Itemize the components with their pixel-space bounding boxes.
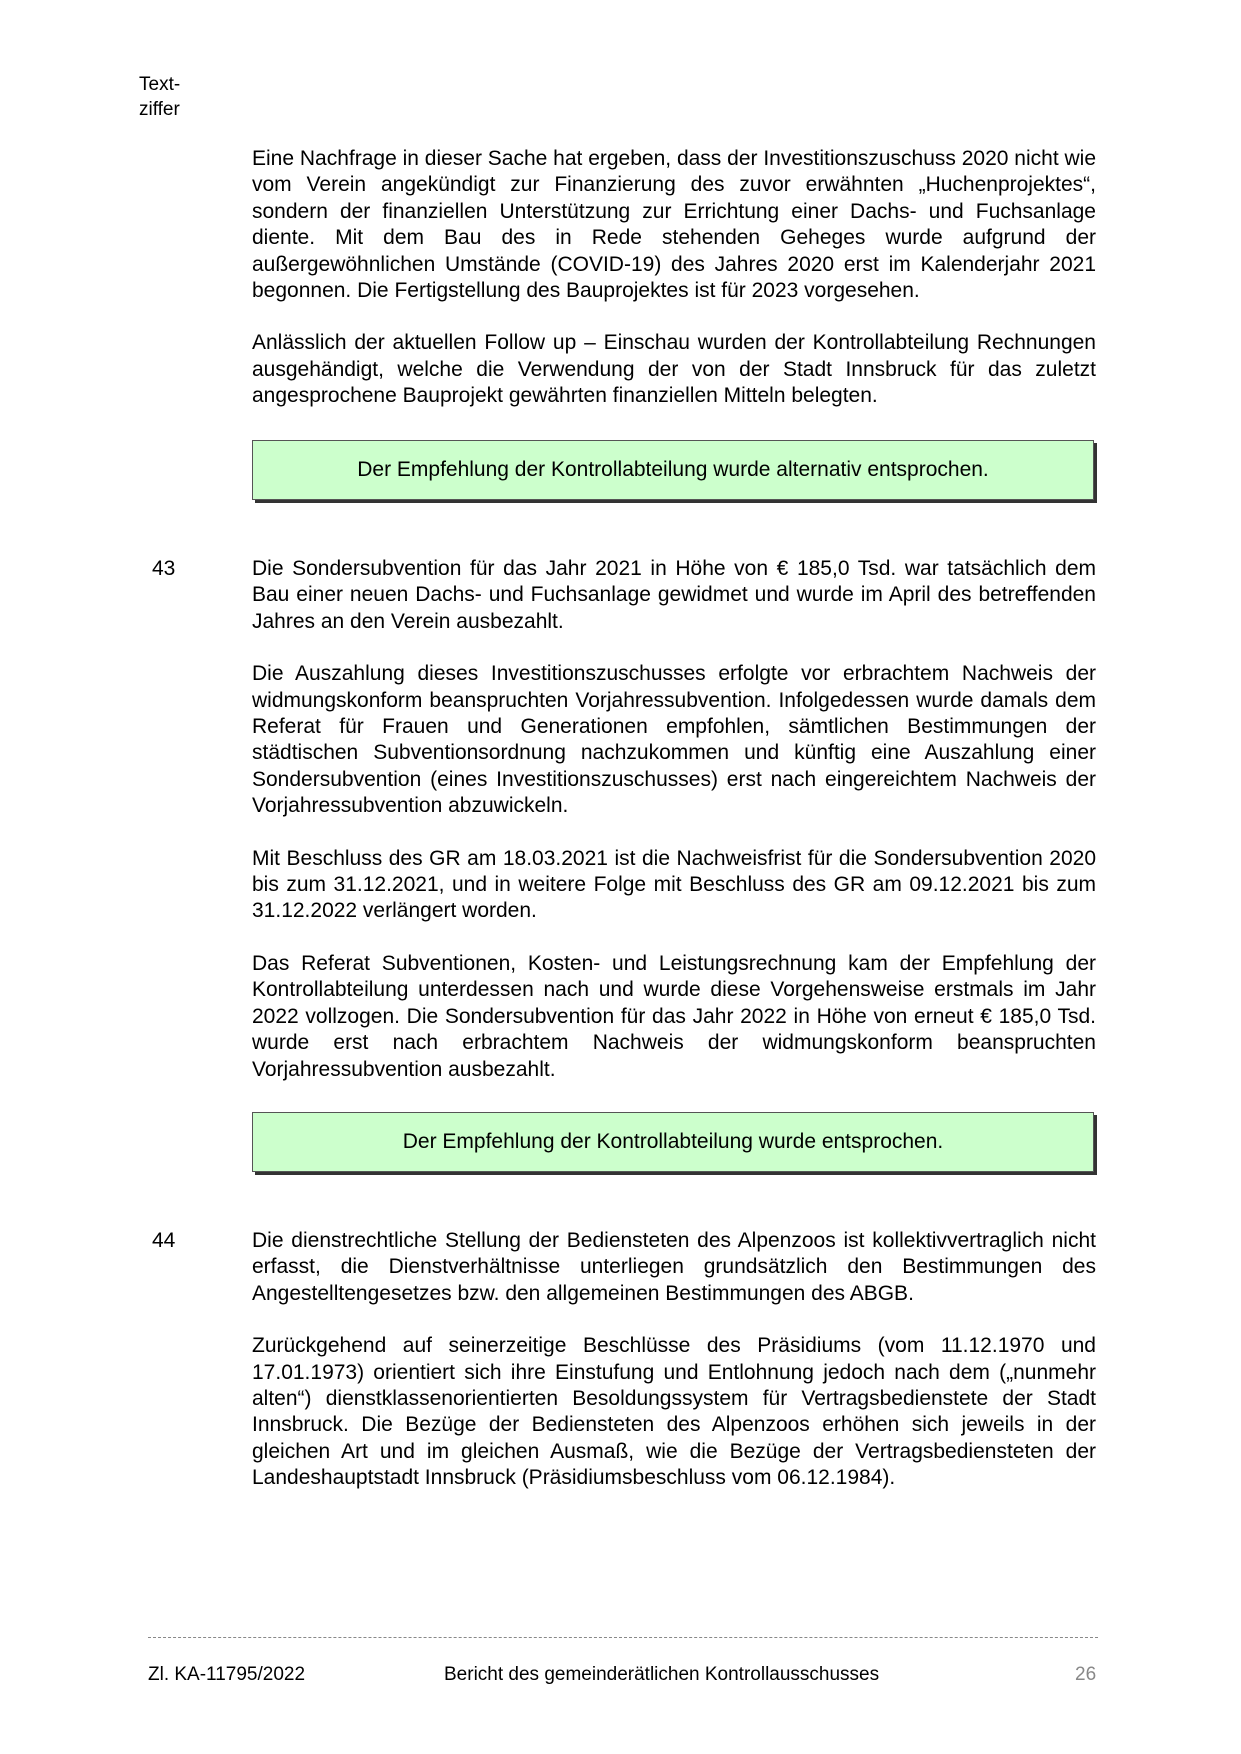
- text-number-43: 43: [152, 557, 176, 580]
- footer-divider: [148, 1637, 1098, 1638]
- paragraph: Das Referat Subventionen, Kosten- und Leistungsrechnung kam der Empfehlung der Kontrollabteilung unterdessen nach und wurde diese Vorgehensweise erstmals im Jahr 2022 vollzogen. Die Sondersubvention für das Jahr 2022 in Höhe von erneut € 185,0 Tsd. wurde erst nach erbrachtem Nachweis der widmungskonform beanspruchten Vorjahressubvention ausbezahlt.: [252, 951, 1096, 1081]
- margin-label-line2: ziffer: [139, 99, 180, 120]
- recommendation-box: Der Empfehlung der Kontrollabteilung wurde entsprochen.: [252, 1112, 1094, 1172]
- paragraph: Die Sondersubvention für das Jahr 2021 in Höhe von € 185,0 Tsd. war tatsächlich dem Bau einer neuen Dachs- und Fuchsanlage gewidmet und wurde im April des betreffenden Jahres an den Verein ausbezahlt.: [252, 557, 1096, 633]
- paragraph: Die dienstrechtliche Stellung der Bediensteten des Alpenzoos ist kollektivvertraglich nicht erfasst, die Dienstverhältnisse unterliegen grundsätzlich den Bestimmungen des Angestelltengesetzes bzw. den allgemeinen Bestimmungen des ABGB.: [252, 1229, 1096, 1305]
- margin-label-line1: Text-: [139, 74, 181, 95]
- section-43-text: [252, 556, 1096, 1109]
- section-prev-text: [252, 146, 1096, 436]
- paragraph: Eine Nachfrage in dieser Sache hat ergeben, dass der Investitionszuschuss 2020 nicht wie vom Verein angekündigt zur Finanzierung des zuvor erwähnten „Huchenprojektes“, sondern der finanziellen Unterstützung zur Errichtung einer Dachs- und Fuchsanlage diente. Mit dem Bau des in Rede stehenden Geheges wurde aufgrund der außergewöhnlichen Umstände (COVID-19) des Jahres 2020 erst im Kalenderjahr 2021 begonnen. Die Fertigstellung des Bauprojektes ist für 2023 vorgesehen.: [252, 147, 1096, 303]
- section-44-text: [252, 1228, 1096, 1518]
- text-number-44: 44: [152, 1229, 176, 1252]
- paragraph: Anlässlich der aktuellen Follow up – Einschau wurden der Kontrollabteilung Rechnungen ausgehändigt, welche die Verwendung der von der Stadt Innsbruck für das zuletzt angesprochene Bauprojekt gewährten finanziellen Mitteln belegten.: [252, 331, 1096, 408]
- paragraph: Die Auszahlung dieses Investitionszuschusses erfolgte vor erbrachtem Nachweis der widmungskonform beanspruchten Vorjahressubvention. Infolgedessen wurde damals dem Referat für Frauen und Generationen empfohlen, sämtlichen Bestimmungen der städtischen Subventionsordnung nachzukommen und künftig eine Auszahlung einer Sondersubvention (eines Investitionszuschusses) erst nach eingereichtem Nachweis der Vorjahressubvention abzuwickeln.: [252, 662, 1096, 818]
- paragraph: Zurückgehend auf seinerzeitige Beschlüsse des Präsidiums (vom 11.12.1970 und 17.01.1973) orientiert sich ihre Einstufung und Entlohnung jedoch nach dem („nunmehr alten“) dienstklassenorientierten Besoldungssystem für Vertragsbedienstete der Stadt Innsbruck. Die Bezüge der Bediensteten des Alpenzoos erhöhen sich jeweils in der gleichen Art und im gleichen Ausmaß, wie die Bezüge der Vertragsbediensteten der Landeshauptstadt Innsbruck (Präsidiumsbeschluss vom 06.12.1984).: [252, 1334, 1096, 1490]
- page-number: 26: [1075, 1664, 1097, 1685]
- footer-title: Bericht des gemeinderätlichen Kontrollausschusses: [444, 1664, 880, 1685]
- margin-label: [139, 72, 180, 122]
- recommendation-box-alternative: Der Empfehlung der Kontrollabteilung wurde alternativ entsprochen.: [252, 440, 1094, 500]
- paragraph: Mit Beschluss des GR am 18.03.2021 ist die Nachweisfrist für die Sondersubvention 2020 bis zum 31.12.2021, und in weitere Folge mit Beschluss des GR am 09.12.2021 bis zum 31.12.2022 verlängert worden.: [252, 846, 1096, 923]
- footer-reference: Zl. KA-11795/2022: [148, 1664, 306, 1685]
